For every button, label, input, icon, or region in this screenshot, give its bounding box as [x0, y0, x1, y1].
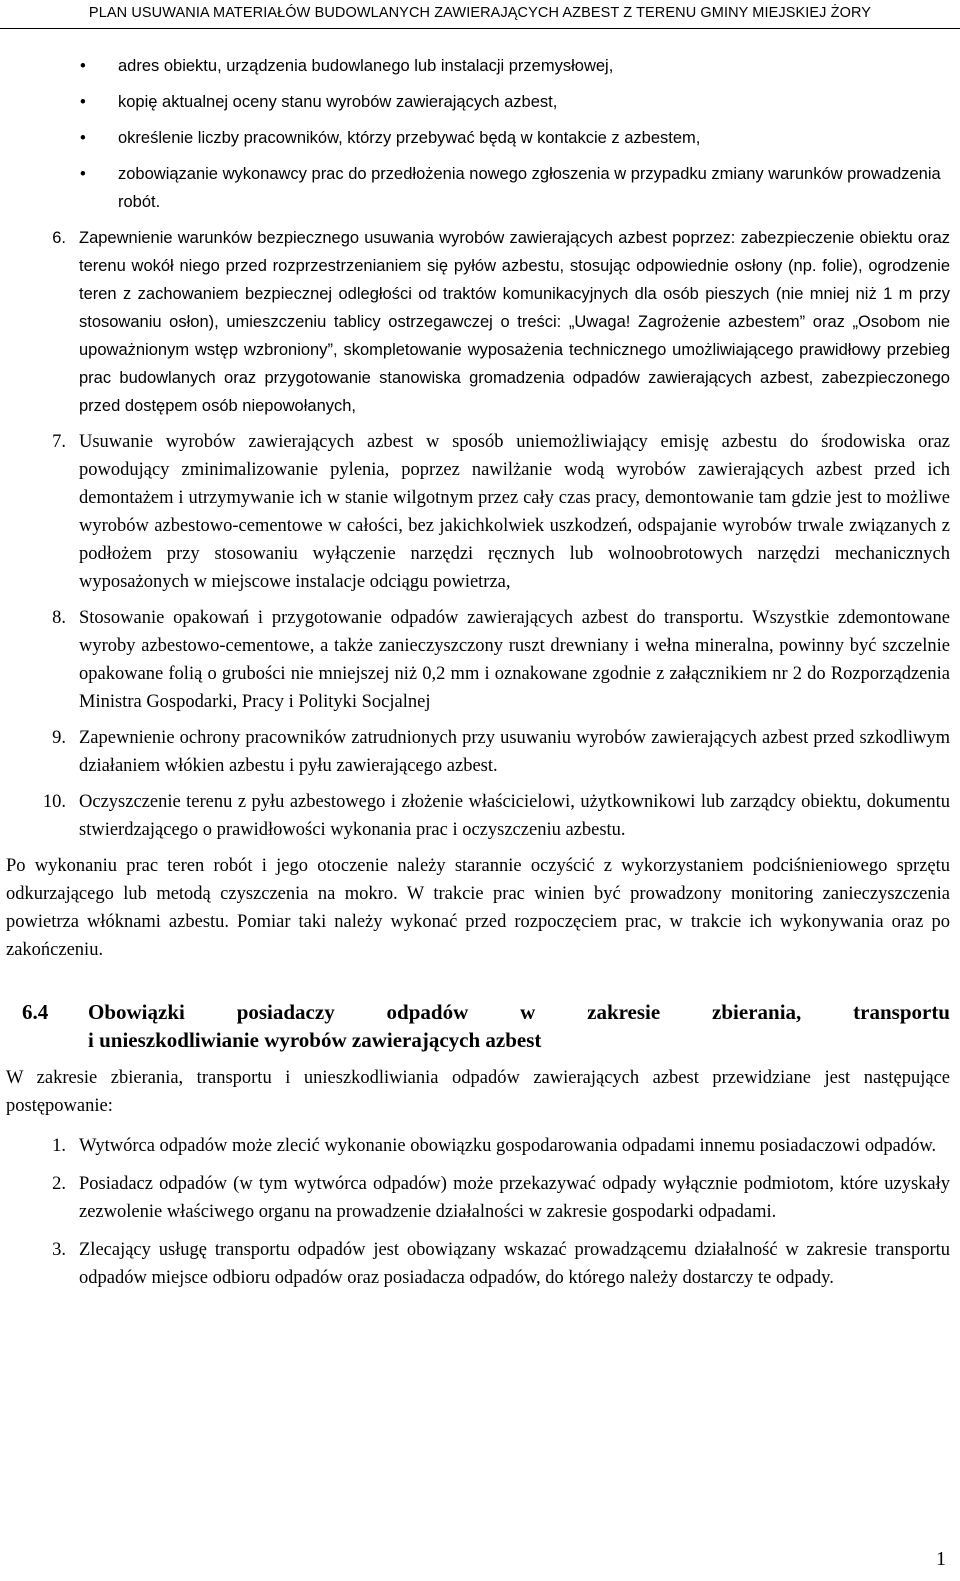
section-title-line2: i unieszkodliwianie wyrobów zawierających azbest [88, 1028, 542, 1052]
section-list [6, 1132, 950, 1292]
bullet-icon: • [80, 57, 86, 75]
item-number: 10. [42, 792, 66, 812]
item-number: 3. [52, 1240, 66, 1260]
list-item [6, 428, 950, 596]
bullet-list [6, 52, 950, 216]
numbered-steps [6, 224, 950, 844]
item-text: Wytwórca odpadów może zlecić wykonanie obowiązku gospodarowania odpadami innemu posiadaczowi odpadów. [79, 1136, 937, 1156]
list-item [6, 724, 950, 780]
bullet-icon: • [80, 129, 86, 147]
list-item [6, 1236, 950, 1292]
list-item [6, 604, 950, 716]
list-item [6, 1132, 950, 1160]
page-number: 1 [936, 1548, 946, 1570]
item-text: Stosowanie opakowań i przygotowanie odpadów zawierających azbest do transportu. Wszystkie zdemontowane wyroby azbestowo-cementowe, a także zanieczyszczony ruszt drewniany i wełna mineralna, powinny być szczelnie opakowane folią o grubości nie mniejszej niż 0,2 mm i oznakowane zgodnie z załącznikiem nr 2 do Rozporządzenia Ministra Gospodarki, Pracy i Polityki Socjalnej [79, 608, 950, 712]
bullet-icon: • [80, 165, 86, 183]
list-item: • kopię aktualnej oceny stanu wyrobów zawierających azbest, [6, 88, 950, 116]
item-number: 9. [52, 728, 66, 748]
item-text: Usuwanie wyrobów zawierających azbest w sposób uniemożliwiający emisję azbestu do środowiska oraz powodujący zminimalizowanie pylenia, poprzez nawilżanie wodą wyrobów zawierających azbest przed ich demontażem i utrzymywanie ich w stanie wilgotnym przez cały czas pracy, demontowanie tam gdzie jest to możliwe wyrobów azbestowo-cementowe w całości, bez jakichkolwiek uszkodzeń, odspajanie wyrobów trwale związanych z podłożem przy stosowaniu wyłączenie narzędzi ręcznych lub wolnoobrotowych narzędzi mechanicznych wyposażonych w miejscowe instalacje odciągu powietrza, [79, 432, 950, 592]
item-number: 8. [52, 608, 66, 628]
list-item [6, 788, 950, 844]
page-header [0, 0, 960, 29]
section-heading [6, 998, 950, 1054]
document-body [6, 52, 950, 1302]
list-item: • adres obiektu, urządzenia budowlanego lub instalacji przemysłowej, [6, 52, 950, 80]
list-item [6, 1170, 950, 1226]
item-number: 7. [52, 432, 66, 452]
item-text: Posiadacz odpadów (w tym wytwórca odpadów) może przekazywać odpady wyłącznie podmiotom, które uzyskały zezwolenie właściwego organu na prowadzenie działalności w zakresie gospodarki odpadami. [79, 1174, 950, 1222]
section-number: 6.4 [22, 1000, 49, 1024]
item-text: Oczyszczenie terenu z pyłu azbestowego i złożenie właścicielowi, użytkownikowi lub zarządcy obiektu, dokumentu stwierdzającego o prawidłowości wykonania prac i oczyszczeniu azbestu. [79, 792, 950, 840]
item-number: 6. [52, 229, 66, 247]
section-intro: W zakresie zbierania, transportu i unieszkodliwiania odpadów zawierających azbest przewidziane jest następujące postępowanie: [6, 1068, 950, 1116]
list-item: • określenie liczby pracowników, którzy przebywać będą w kontakcie z azbestem, [6, 124, 950, 152]
closing-paragraph: Po wykonaniu prac teren robót i jego otoczenie należy starannie oczyścić z wykorzystaniem podciśnieniowego sprzętu odkurzającego lub metodą czyszczenia na mokro. W trakcie prac winien być prowadzony monitoring zanieczyszczenia powietrza włóknami azbestu. Pomiar taki należy wykonać przed rozpoczęciem prac, w trakcie ich wykonywania oraz po zakończeniu. [6, 856, 950, 960]
item-number: 2. [52, 1174, 66, 1194]
list-item: • zobowiązanie wykonawcy prac do przedłożenia nowego zgłoszenia w przypadku zmiany warunków prowadzenia robót. [6, 160, 950, 216]
document-title: PLAN USUWANIA MATERIAŁÓW BUDOWLANYCH ZAWIERAJĄCYCH AZBEST Z TERENU GMINY MIEJSKIEJ ŻORY [88, 5, 872, 21]
item-text: Zapewnienie warunków bezpiecznego usuwania wyrobów zawierających azbest poprzez: zabezpieczenie obiektu oraz terenu wokół niego przed rozprzestrzenianiem się pyłów azbestu, stosując odpowiednie osłony (np. folie), ogrodzenie teren z zachowaniem bezpiecznej odległości od traktów komunikacyjnych dla osób pieszych (nie mniej niż 1 m przy stosowaniu osłon), umieszczeniu tablicy ostrzegawczej o treści: „Uwaga! Zagrożenie azbestem” oraz „Osobom nie upoważnionym wstęp wzbroniony”, skompletowanie wyposażenia technicznego umożliwiającego prawidłowy przebieg prac budowlanych oraz przygotowanie stanowiska gromadzenia odpadów zawierających azbest, zabezpieczonego przed dostępem osób niepowołanych, [79, 229, 950, 415]
item-text: Zapewnienie ochrony pracowników zatrudnionych przy usuwaniu wyrobów zawierających azbest przed szkodliwym działaniem włókien azbestu i pyłu zawierającego azbest. [79, 728, 950, 776]
section-title-line1: Obowiązki posiadaczy odpadów w zakresie zbierania, transportu [88, 1000, 950, 1024]
item-text: Zlecający usługę transportu odpadów jest obowiązany wskazać prowadzącemu działalność w zakresie transportu odpadów miejsce odbioru odpadów oraz posiadacza odpadów, do którego należy dostarczy te odpady. [79, 1240, 950, 1288]
list-item [6, 224, 950, 420]
item-number: 1. [52, 1136, 66, 1156]
bullet-icon: • [80, 93, 86, 111]
